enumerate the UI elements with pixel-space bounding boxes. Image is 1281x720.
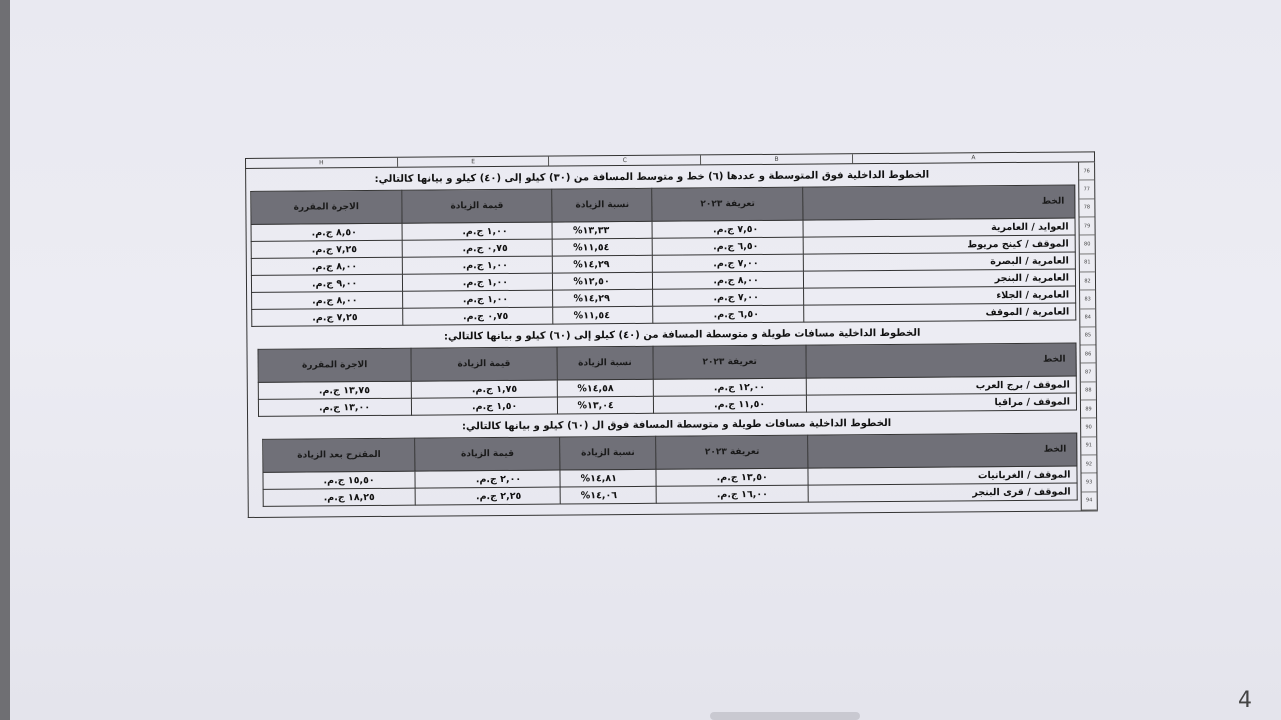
table-cell: ٨,٠٠ ج.م. — [653, 271, 804, 289]
table-cell: ١١,٥٠ ج.م. — [653, 395, 806, 413]
fare-table — [257, 342, 1077, 416]
table-cell: ١,٧٥ ج.م. — [411, 380, 557, 398]
row-number: 78 — [1079, 199, 1094, 217]
column-header: قيمة الزيادة — [401, 189, 552, 223]
column-letter: B — [700, 154, 852, 164]
table-cell: الموقف / مراقيا — [806, 393, 1076, 412]
column-header: الاجرة المقررة — [258, 348, 411, 382]
column-letter: A — [852, 152, 1094, 163]
table-cell: ٨,٠٠ ج.م. — [252, 291, 403, 309]
table-cell: العامرية / البنجر — [803, 269, 1075, 288]
table-cell: ٢,٠٠ ج.م. — [415, 470, 560, 488]
table-cell: ٧,٠٠ ج.م. — [653, 288, 804, 306]
row-number: 87 — [1081, 364, 1096, 382]
column-header: تعريفة ٢٠٢٣ — [652, 187, 803, 221]
table-cell: ١٤,٨١% — [560, 469, 656, 487]
section-title: الخطوط الداخلية مسافات طويلة و متوسطة المسافة فوق ال (٦٠) كيلو و بيانها كالتالي: — [461, 417, 892, 433]
table-cell: ١٢,٥٠% — [553, 272, 653, 290]
table-cell: ١٤,٢٩% — [553, 289, 653, 307]
table-cell: ١٢,٠٠ ج.م. — [653, 378, 806, 396]
table-cell: ٠,٧٥ ج.م. — [402, 307, 553, 325]
table-cell: ٢,٢٥ ج.م. — [415, 487, 560, 505]
table-cell: ٨,٥٠ ج.م. — [251, 223, 402, 241]
table-cell: ١٦,٠٠ ج.م. — [656, 485, 808, 503]
column-header: الخط — [803, 185, 1075, 220]
fare-table — [250, 184, 1076, 326]
table-cell: ١٤,٥٨% — [557, 379, 654, 397]
section-title: الخطوط الداخلية مسافات طويلة و متوسطة المسافة من (٤٠) كيلو إلى (٦٠) كيلو و بيانها كالتالي: — [443, 327, 921, 343]
column-header: تعريفة ٢٠٢٣ — [653, 345, 806, 379]
table-cell: ٧,٠٠ ج.م. — [653, 254, 804, 272]
row-number: 77 — [1079, 181, 1094, 199]
table-cell: ١٤,٢٩% — [553, 255, 653, 273]
table-cell: العامرية / الجلاء — [804, 286, 1076, 305]
table-cell: ١,٠٠ ج.م. — [402, 256, 553, 274]
row-number: 90 — [1081, 419, 1096, 437]
table-cell: ١,٥٠ ج.م. — [411, 397, 557, 415]
column-letter: H — [319, 159, 324, 167]
section-title: الخطوط الداخلية فوق المتوسطة و عددها (٦) خط و متوسط المسافة من (٣٠) كيلو إلى (٤٠) كيلو و بيانها كالتالي: — [374, 169, 930, 185]
table-cell: ١,٠٠ ج.م. — [402, 222, 553, 240]
column-header: الخط — [806, 343, 1076, 378]
row-number: 89 — [1081, 400, 1096, 418]
table-cell: ١٣,٥٠ ج.م. — [656, 468, 808, 486]
bottom-text-smudge — [710, 712, 860, 720]
row-number: 82 — [1080, 272, 1095, 290]
table-cell: ١٨,٢٥ ج.م. — [263, 488, 415, 506]
column-letter: C — [548, 155, 700, 165]
column-header: نسبة الزيادة — [557, 346, 654, 380]
table-cell: الموقف / قرى البنجر — [808, 483, 1077, 502]
table-cell: ١١,٥٤% — [553, 238, 653, 256]
column-header: نسبة الزيادة — [560, 436, 656, 470]
column-header: قيمة الزيادة — [411, 347, 557, 381]
table-cell: ١,٠٠ ج.م. — [402, 273, 553, 291]
row-number-gutter — [1078, 162, 1098, 510]
row-number: 81 — [1080, 254, 1095, 272]
table-cell: العامرية / البصرة — [803, 252, 1075, 271]
table-cell: ٧,٥٠ ج.م. — [652, 220, 803, 238]
row-number: 88 — [1081, 382, 1096, 400]
paper-page — [10, 0, 1281, 720]
table-cell: الموقف / برج العرب — [806, 376, 1076, 395]
table-cell: الموقف / الغربانيات — [808, 466, 1077, 485]
spreadsheet-printout — [245, 151, 1098, 560]
table-cell: ١٣,٠٤% — [557, 396, 654, 414]
row-number: 84 — [1080, 309, 1095, 327]
column-letter: E — [397, 157, 549, 167]
table-cell: ٧,٢٥ ج.م. — [251, 240, 402, 258]
fare-table — [262, 432, 1078, 506]
table-cell: ١٣,٧٥ ج.م. — [258, 381, 411, 399]
table-cell: ١٣,٠٠ ج.م. — [258, 398, 411, 416]
table-cell: ٦,٥٠ ج.م. — [653, 237, 804, 255]
page-number: 4 — [1238, 688, 1252, 713]
column-header: المقترح بعد الزيادة — [263, 438, 416, 472]
table-cell: العامرية / الموقف — [804, 303, 1076, 322]
table-cell: ٧,٢٥ ج.م. — [252, 308, 403, 326]
row-number: 93 — [1082, 474, 1097, 492]
row-number: 94 — [1082, 492, 1097, 510]
table-cell: ٦,٥٠ ج.م. — [653, 305, 804, 323]
row-number: 86 — [1080, 345, 1095, 363]
table-cell: ١٤,٠٦% — [560, 486, 656, 504]
table-cell: ١,٠٠ ج.م. — [402, 290, 553, 308]
table-cell: الموقف / كينج مريوط — [803, 235, 1075, 254]
table-cell: العوايد / العامرية — [803, 218, 1075, 237]
sheet-frame — [245, 161, 1098, 518]
column-header: الاجرة المقررة — [251, 190, 402, 224]
row-number: 80 — [1080, 236, 1095, 254]
table-cell: ١٣,٣٣% — [552, 221, 652, 239]
row-number: 85 — [1080, 327, 1095, 345]
table-cell: ١١,٥٤% — [553, 306, 653, 324]
table-cell: ٩,٠٠ ج.م. — [251, 274, 402, 292]
table-cell: ٨,٠٠ ج.م. — [251, 257, 402, 275]
row-number: 92 — [1081, 455, 1096, 473]
column-header: تعريفة ٢٠٢٣ — [656, 435, 809, 469]
row-number: 91 — [1081, 437, 1096, 455]
row-number: 79 — [1079, 217, 1094, 235]
column-header: نسبة الزيادة — [552, 188, 652, 222]
table-cell: ١٥,٥٠ ج.م. — [263, 471, 415, 489]
row-number: 83 — [1080, 291, 1095, 309]
column-header: قيمة الزيادة — [415, 437, 560, 471]
table-cell: ٠,٧٥ ج.م. — [402, 239, 553, 257]
column-header: الخط — [808, 433, 1077, 468]
row-number: 76 — [1079, 162, 1094, 180]
